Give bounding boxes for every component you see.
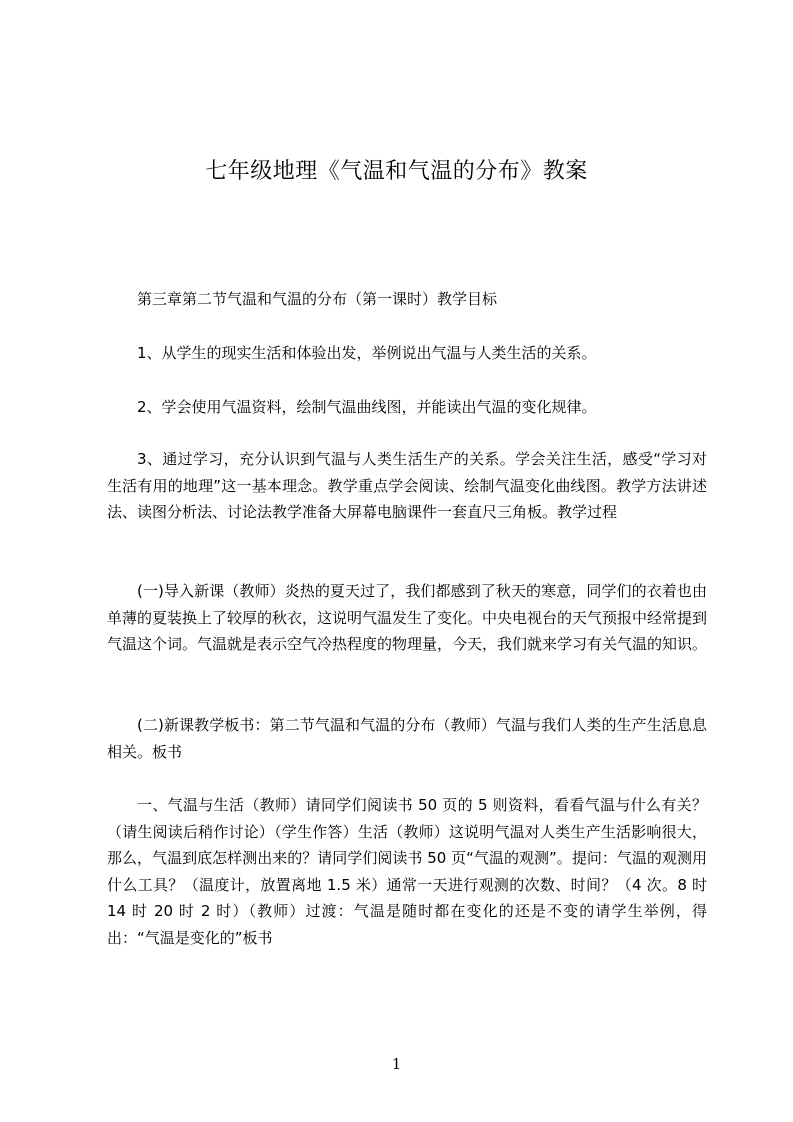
paragraph-introduction: (一)导入新课（教师）炎热的夏天过了，我们都感到了秋天的寒意，同学们的衣着也由单薄的夏装换上了较厚的秋衣，这说明气温发生了变化。中央电视台的天气预报中经常提到气温这个词。气温就是表示空气冷热程度的物理量，今天，我们就来学习有关气温的知识。 xyxy=(107,582,708,653)
paragraph-objective-1: 1、从学生的现实生活和体验出发，举例说出气温与人类生活的关系。 xyxy=(137,344,597,362)
paragraph-temperature-and-life: 一、气温与生活（教师）请同学们阅读书 50 页的 5 则资料，看看气温与什么有关？（请生阅读后稍作讨论）（学生作答）生活（教师）这说明气温对人类生产生活影响很大，那么，气温到底怎样测出来的？请同学们阅读书 50 页“气温的观测”。提问：气温的观测用什么工具？（温度计，放置离地 1.5 米）通常一天进行观测的次数、时间？（4 次。8 时 14 时 20 时 2 时）（教师）过渡：气温是随时都在变化的还是不变的请学生举例，得出：“气温是变化的”板书 xyxy=(107,796,707,947)
page-number: 1 xyxy=(391,1055,402,1073)
paragraph-section-heading: 第三章第二节气温和气温的分布（第一课时）教学目标 xyxy=(137,290,498,308)
document-title: 七年级地理《气温和气温的分布》教案 xyxy=(205,158,588,184)
paragraph-new-lesson: (二)新课教学板书：第二节气温和气温的分布（教师）气温与我们人类的生产生活息息相关。板书 xyxy=(107,716,707,761)
paragraph-objective-2: 2、学会使用气温资料，绘制气温曲线图，并能读出气温的变化规律。 xyxy=(137,398,597,416)
paragraph-objective-3: 3、通过学习，充分认识到气温与人类生活生产的关系。学会关注生活，感受“学习对生活有用的地理”这一基本理念。教学重点学会阅读、绘制气温变化曲线图。教学方法讲述法、读图分析法、讨论法教学准备大屏幕电脑课件一套直尺三角板。教学过程 xyxy=(107,450,707,521)
